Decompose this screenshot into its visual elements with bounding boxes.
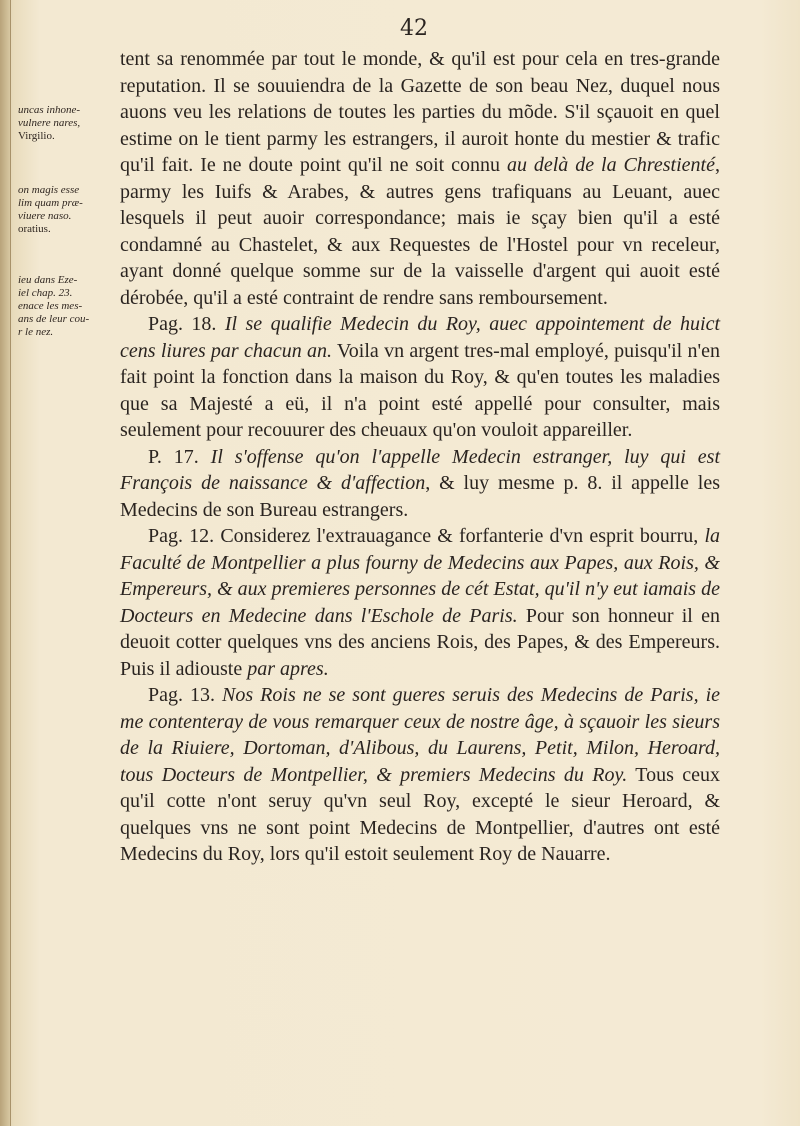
paragraph-pag-17 [120, 444, 720, 524]
text-run-italic: Nos Rois ne se sont gueres seruis des Medecins de Paris, ie me contenteray de vous remarquer ceux de nostre âge, à sçauoir les sieurs de la Riuiere, Dortoman, d'Alibous, du Laurens, Petit, Milon, Heroard, tous Docteurs de Montpellier, & premiers Medecins du Roy. [120, 684, 721, 786]
text-run: P. 17. [148, 445, 211, 468]
text-run: Pag. 18. [148, 313, 225, 335]
margin-note-line: oratius. [18, 223, 51, 235]
text-run-italic: la Faculté de Montpellier a plus fourny de Medecins aux Papes, aux Rois, & Empereurs, & aux premieres personnes de cét Estat, qu'il n'y eut iamais de Docteurs en Medecine dans l'Eschole de Paris. [120, 525, 720, 627]
margin-note-line: iel chap. 23. [18, 287, 73, 299]
margin-note-line: r le nez. [18, 326, 54, 338]
margin-note-ezekiel [18, 274, 122, 339]
margin-note-line: Virgilio. [18, 130, 55, 142]
text-run: , parmy les Iuifs & Arabes, & autres gens trafiquans au Leuant, auec lesquels il peut auoir correspondance; mais ie sçay bien qu'il a esté condamné au Chastelet, & aux Requestes de l'Hostel pour vn receleur, ayant donné quelque somme sur de la vaisselle d'argent qui auoit esté dérobée, qu'il a esté contraint de rendre sans remboursement. [120, 154, 720, 309]
text-run-italic: par apres. [247, 657, 329, 680]
text-run-italic: Il se qualifie Medecin du Roy, auec appointement de huict cens liures par chacun an. [120, 313, 721, 362]
margin-note-line: ans de leur cou- [18, 313, 90, 325]
margin-note-line: ieu dans Eze- [18, 274, 78, 286]
text-run: tent sa renommée par tout le monde, & qu'il est pour cela en tres-grande reputation. Il se souuiendra de la Gazette de son beau Nez, duquel nous auons veu les relations de toutes les parties du mõde. S'il sçauoit en quel estime on le tient parmy les estrangers, il auroit honte du mestier & trafic qu'il fait. Ie ne doute point qu'il ne soit connu [120, 48, 720, 176]
margin-note-line: uncas inhone- [18, 104, 81, 116]
margin-note-line: on magis esse [18, 184, 80, 196]
margin-note-virgil [18, 104, 122, 143]
text-run: Tous ceux qu'il cotte n'ont seruy qu'vn seul Roy, excepté le sieur Heroard, & quelques vns ne sont point Medecins de Montpellier, d'autres ont esté Medecins du Roy, lors qu'il estoit seulement Roy de Nauarre. [120, 763, 720, 865]
book-gutter [0, 0, 11, 1126]
margin-note-line: viuere naso. [18, 210, 72, 222]
main-text [120, 46, 720, 868]
paragraph-pag-18 [120, 311, 720, 444]
margin-note-horace [18, 184, 122, 236]
text-run: Voila vn argent tres-mal employé, puisqu'il n'en fait point la fonction dans la maison du Roy, & qu'en toutes les maladies que sa Majesté a eü, il n'a point esté appellé pour consulter, mais seulement pour recouurer des cheuaux qu'on vouloit appareiller. [120, 339, 720, 441]
text-run: Pag. 13. [148, 684, 223, 706]
margin-note-line: vulnere nares, [18, 117, 81, 129]
page-number: 42 [400, 16, 428, 41]
paragraph-pag-13 [120, 682, 720, 868]
text-run-italic: Il s'offense qu'on l'appelle Medecin estranger, luy qui est François de naissance & d'affection [120, 445, 721, 494]
margin-note-line: enace les mes- [18, 300, 83, 312]
paragraph-gazette [120, 46, 720, 311]
margin-note-line: lim quam præ- [18, 197, 83, 209]
text-run: , & luy mesme p. 8. il appelle les Medecins de son Bureau estrangers. [120, 472, 720, 521]
text-run: Pour son honneur il en deuoit cotter quelques vns des anciens Rois, des Papes, & des Empereurs. Puis il adiouste [120, 604, 720, 680]
text-run: Pag. 12. Considerez l'extrauagance & forfanterie d'vn esprit bourru, [148, 525, 705, 547]
text-run-italic: au delà de la Chrestienté [506, 154, 715, 176]
paragraph-pag-12 [120, 523, 720, 682]
